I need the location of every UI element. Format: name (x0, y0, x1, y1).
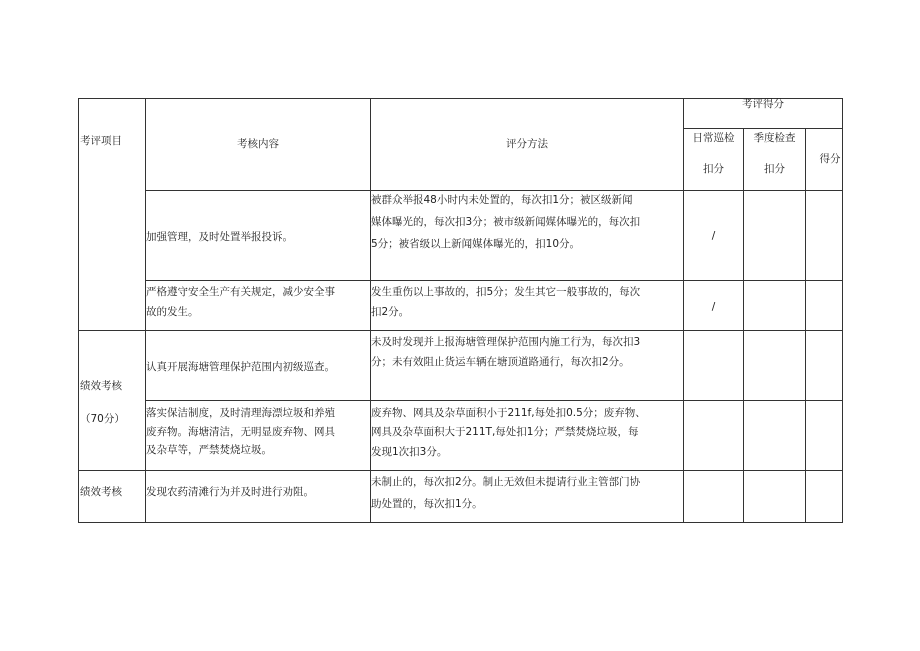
perf-group-points: （70分） (80, 413, 125, 425)
perf-group-label-2: 绩效考核 (80, 486, 122, 498)
row2-content-line: 严格遵守安全生产有关规定，减少安全事 (146, 286, 335, 298)
header-score: 得分 (819, 153, 841, 165)
table-border-bottom (78, 522, 843, 523)
row4-method-line: 发现1次扣3分。 (371, 446, 448, 458)
perf-group-label: 绩效考核 (80, 380, 122, 392)
row1-method-line: 5分；被省级以上新闻媒体曝光的，扣10分。 (371, 238, 581, 250)
row2-daily-mark: / (711, 301, 716, 313)
row4-content-line: 及杂草等，严禁焚烧垃圾。 (146, 444, 272, 456)
header-content: 考核内容 (237, 138, 279, 150)
row1-content-line: 加强管理，及时处置举报投诉。 (146, 231, 293, 243)
header-daily-1: 日常巡检 (692, 132, 735, 144)
row5-method-line: 助处置的，每次扣1分。 (371, 498, 483, 510)
divider (743, 128, 744, 523)
row2-content-line: 故的发生。 (146, 306, 199, 318)
header-quarterly-2: 扣分 (764, 163, 785, 175)
row2-method-line: 扣2分。 (371, 306, 410, 318)
divider (805, 128, 806, 523)
row3-content-line: 认真开展海塘管理保护范围内初级巡查。 (146, 361, 335, 373)
row5-method-line: 未制止的，每次扣2分。制止无效但未提请行业主管部门协 (371, 476, 641, 488)
divider (145, 400, 843, 401)
row1-method-line: 被群众举报48小时内未处置的，每次扣1分；被区级新闻 (371, 194, 633, 206)
row2-method-line: 发生重伤以上事故的，扣5分；发生其它一般事故的，每次 (371, 286, 641, 298)
row4-method-line: 网具及杂草面积大于211T,每处扣1分；严禁焚烧垃圾，每 (371, 426, 639, 438)
row3-method-line: 未及时发现并上报海塘管理保护范围内施工行为，每次扣3 (371, 336, 641, 348)
row5-content-line: 发现农药清滩行为并及时进行劝阻。 (146, 486, 314, 498)
header-item: 考评项目 (80, 135, 122, 147)
row4-content-line: 废弃物。海塘清洁，无明显废弃物、网具 (146, 426, 335, 438)
row3-method-line: 分；未有效阻止货运车辆在塘顶道路通行，每次扣2分。 (371, 356, 630, 368)
row1-daily-mark: / (711, 230, 716, 242)
table-border-left (78, 98, 79, 523)
header-quarterly-1: 季度检查 (753, 132, 796, 144)
row4-method-line: 废弃物、网具及杂草面积小于211f,每处扣0.5分；废弃物、 (371, 407, 646, 419)
header-method: 评分方法 (506, 138, 548, 150)
row1-method-line: 媒体曝光的，每次扣3分；被市级新闻媒体曝光的，每次扣 (371, 216, 641, 228)
header-daily-2: 扣分 (703, 163, 724, 175)
header-score-group: 考评得分 (742, 98, 784, 110)
row4-content-line: 落实保洁制度，及时清理海漂垃圾和养殖 (146, 407, 335, 419)
